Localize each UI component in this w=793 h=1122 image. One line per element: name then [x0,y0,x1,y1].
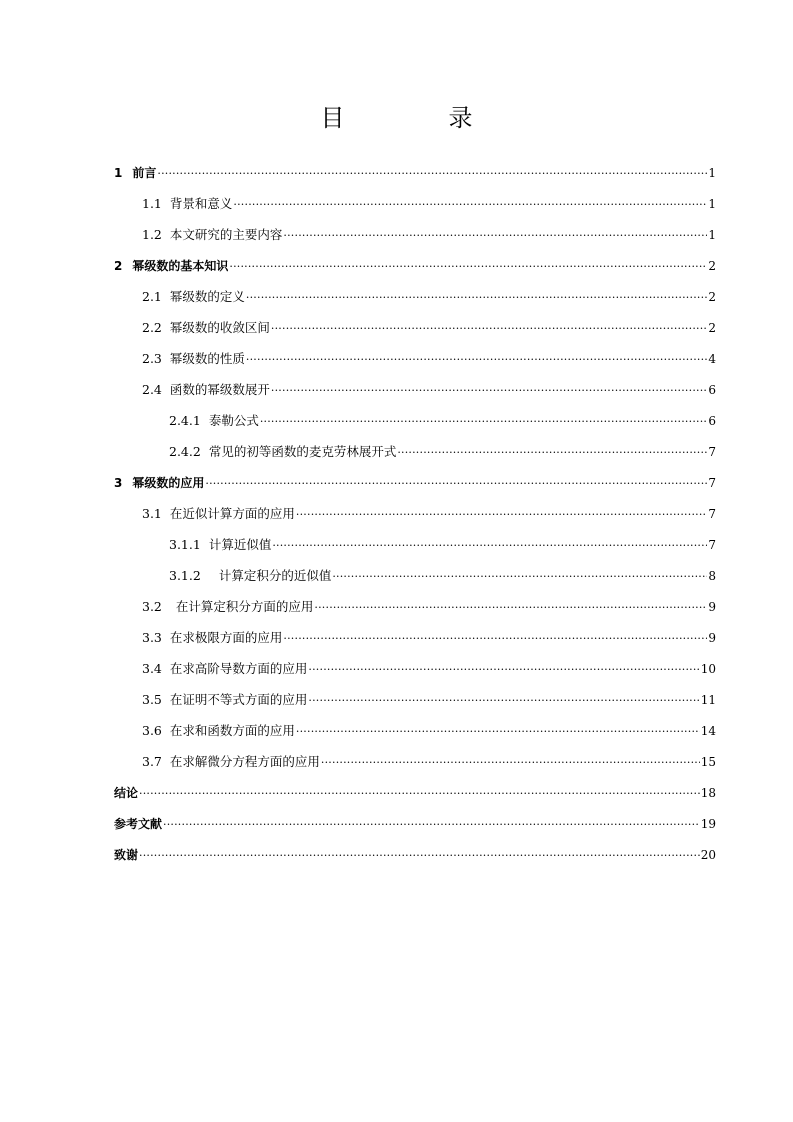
toc-number: 3.3 [142,630,162,645]
toc-leader [139,782,700,805]
toc-number: 3.7 [142,754,162,769]
toc-entry[interactable] [114,751,716,782]
toc-label: 在求解微分方程方面的应用 [169,754,320,769]
toc-leader [229,255,707,278]
toc-label: 幂级数的收敛区间 [169,320,270,335]
toc-entry[interactable] [114,410,716,441]
toc-page-number: 9 [708,631,716,645]
toc-number: 3.1 [142,506,162,521]
toc-entry[interactable] [114,286,716,317]
toc-entry[interactable] [114,596,716,627]
toc-page-number: 7 [708,476,716,490]
toc-entry[interactable] [114,813,716,844]
toc-label: 计算近似值 [208,537,272,552]
toc-label: 函数的幂级数展开 [169,382,270,397]
toc-page-number: 7 [708,538,716,552]
toc-entry[interactable] [114,534,716,565]
toc-entry[interactable] [114,627,716,658]
toc-label: 结论 [114,786,139,800]
toc-leader [271,379,707,402]
toc-page-number: 1 [708,228,716,242]
toc-entry[interactable] [114,658,716,689]
toc-label: 常见的初等函数的麦克劳林展开式 [208,444,397,459]
toc-page-number: 20 [700,848,716,862]
toc-page-number: 19 [700,817,716,831]
toc-page-number: 7 [708,507,716,521]
toc-label: 在求极限方面的应用 [169,630,283,645]
toc-leader [397,441,707,464]
toc-page-number: 4 [708,352,716,366]
toc-entry[interactable] [114,441,716,472]
toc-leader [283,627,707,650]
toc-entry[interactable] [114,193,716,224]
toc-leader [332,565,707,588]
toc-number: 2.4 [142,382,162,397]
toc-page-number: 2 [708,290,716,304]
toc-label: 在近似计算方面的应用 [169,506,295,521]
toc-number: 3.4 [142,661,162,676]
toc-page-number: 9 [708,600,716,614]
toc-leader [308,658,699,681]
toc-leader [139,844,700,867]
toc-number: 1.2 [142,227,162,242]
toc-page-number: 14 [700,724,716,738]
toc-entry[interactable] [114,224,716,255]
toc-page-number: 6 [708,414,716,428]
toc-number: 3.5 [142,692,162,707]
toc-leader [314,596,707,619]
toc-number: 2.1 [142,289,162,304]
toc-number: 3.1.2 [169,568,201,583]
toc-page-number: 1 [708,166,716,180]
toc-page-number: 10 [700,662,716,676]
toc-entry[interactable] [114,844,716,875]
toc-label: 幂级数的基本知识 [132,259,229,273]
toc-number: 3.6 [142,723,162,738]
toc-title: 目 录 [320,104,513,132]
toc-page-number: 11 [700,693,716,707]
toc-leader [296,720,700,743]
toc-entry[interactable] [114,782,716,813]
toc-label: 在求和函数方面的应用 [169,723,295,738]
toc-number: 1.1 [142,196,162,211]
toc-label: 在证明不等式方面的应用 [169,692,308,707]
toc-label: 背景和意义 [169,196,233,211]
toc-leader [283,224,707,247]
toc-entry[interactable] [114,472,716,503]
toc-label: 致谢 [114,848,139,862]
toc-label: 计算定积分的近似值 [218,568,332,583]
toc-entry[interactable] [114,255,716,286]
toc-leader [246,348,707,371]
toc-leader [272,534,707,557]
toc-number: 1 [114,166,123,180]
toc-page-number: 1 [708,197,716,211]
toc-label: 在计算定积分方面的应用 [175,599,314,614]
toc-leader [296,503,707,526]
toc-leader [246,286,707,309]
toc-entry[interactable] [114,162,716,193]
toc-page-number: 15 [700,755,716,769]
toc-page-number: 2 [708,259,716,273]
toc-number: 3.1.1 [169,537,201,552]
toc-page-number: 2 [708,321,716,335]
toc-number: 3 [114,476,123,490]
toc-number: 3.2 [142,599,162,614]
toc-number: 2.4.2 [169,444,201,459]
toc-label: 幂级数的定义 [169,289,245,304]
toc-label: 泰勒公式 [208,413,259,428]
toc-leader [163,813,700,836]
toc-number: 2.4.1 [169,413,201,428]
toc-leader [260,410,708,433]
toc-leader [205,472,707,495]
toc-entry[interactable] [114,689,716,720]
toc-entry[interactable] [114,503,716,534]
toc-leader [233,193,707,216]
toc-entry[interactable] [114,565,716,596]
toc-leader [271,317,707,340]
toc-entry[interactable] [114,348,716,379]
toc-leader [321,751,700,774]
toc-number: 2.3 [142,351,162,366]
toc-number: 2.2 [142,320,162,335]
toc-page-number: 6 [708,383,716,397]
toc-entry[interactable] [114,720,716,751]
toc-label: 前言 [132,166,157,180]
toc-label: 幂级数的性质 [169,351,245,366]
toc-page-number: 7 [708,445,716,459]
toc-page-number: 8 [708,569,716,583]
toc-leader [157,162,707,185]
toc-label: 幂级数的应用 [132,476,205,490]
toc-label: 参考文献 [114,817,163,831]
toc-label: 在求高阶导数方面的应用 [169,661,308,676]
toc-entry[interactable] [114,379,716,410]
table-of-contents [114,162,716,875]
toc-entry[interactable] [114,317,716,348]
toc-label: 本文研究的主要内容 [169,227,283,242]
toc-page-number: 18 [700,786,716,800]
toc-leader [308,689,699,712]
toc-number: 2 [114,259,123,273]
